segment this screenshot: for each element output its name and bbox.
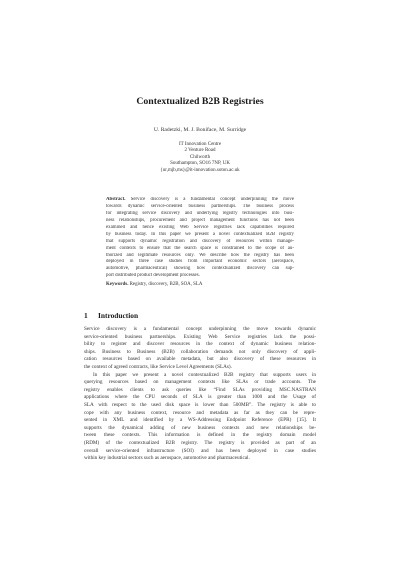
keywords-line [106,282,294,289]
author-list: U. Radetzki, M. J. Boniface, M. Surridge [153,127,247,133]
affiliation-line: Southampton, SO16 7NP, UK [170,161,230,167]
section-title: Introduction [98,311,139,320]
affiliation-line: 2 Venture Road [184,148,216,154]
body-text [84,326,316,463]
affiliation-line: Chilworth [189,154,211,160]
body-line: applications where the CPU seconds of SLA is greater than 1000 and the Usage of [84,394,316,401]
abstract-line: by business today. In this paper we present a novel contextualized B2B registry [106,231,294,237]
body-line: overall service-oriented infrastructure (SOI) and has been deployed in case studies [84,447,316,454]
keywords-text: Registry, discovery, B2B, SOA, SLA [129,282,203,288]
author-email: {ur,mjb,ms}@it-innovation.soton.ac.uk [160,167,240,173]
abstract-line: thorized and legitimate resources only. We describe how the registry has been [106,252,294,258]
body-line: cation resources based on available metadata, but also discovery of these resources in [84,356,316,363]
body-line: (RDM) of the contextualized B2B registry. The registry is provided as part of an [84,439,316,446]
body-line: tween these contexts. This information is defined in the registry domain model [84,432,316,439]
body-line: the context of agreed contracts, like Service Level Agreements (SLAs). [84,363,232,370]
abstract-line: examined and hence existing Web Service registries lack capabilities required [106,224,294,230]
body-line: Service discovery is a fundamental concept underpinning the move towards dynamic [84,326,316,332]
abstract-line: ness relationships, procurement and project management functions has not been [106,217,294,223]
abstract-line: Abstract. Service discovery is a fundamental concept underpinning the move [106,197,294,202]
body-line: querying resources based on management contexts like SLAs or trade accounts. The [84,379,316,386]
body-line: ships. Business to Business (B2B) collaboration demands not only discovery of appli- [84,348,316,355]
body-line: cope with any business context, resource and metadata as far as they can be repre- [84,409,316,416]
abstract-line: port distributed product development processes. [106,273,200,279]
abstract-line: for integrating service discovery and underlying registry technologies into busi- [106,210,294,216]
body-line: within key industrial sectors such as aerospace, automotive and pharmaceutical. [84,455,250,462]
body-line: sented in XML and identified by a WS-Addressing Endpoint Reference (EPR) [15]. It [84,417,316,424]
body-line: bility to register and discover resources in the context of dynamic business relation- [84,341,316,348]
affiliation-block [0,142,400,174]
section-heading [84,311,316,320]
abstract-line: deployed in three case studies from important economic sectors (aerospace, [106,259,294,265]
abstract-block [106,197,294,289]
keywords-label: Keywords. [106,282,129,288]
abstract-line: that supports dynamic registration and discovery of resources within manage- [106,238,294,244]
affiliation-line: IT Innovation Centre [178,142,222,147]
body-line: registry enables clients to ask queries like “Find SLAs providing MSC.NASTRAN [84,386,316,393]
paper-title: Contextualized B2B Registries [136,96,264,107]
abstract-line: ment contexts to ensure that the search space is constrained to the scope of au- [106,245,294,251]
body-line: SLA with respect to the used disk space is lower than 500MB”. The registry is able to [84,401,316,408]
abstract-label: Abstract. [106,197,126,202]
body-line: In this paper we present a novel contextualized B2B registry that supports users in [93,371,316,378]
section-number: 1 [84,311,88,320]
body-line: service-oriented business partnerships. Existing Web Service registries lack the possi- [84,333,316,340]
body-line: supports the dynamical adding of new business contexts and new relationships be- [84,424,316,431]
abstract-line: towards dynamic service-oriented business partnerships. The business process [106,203,294,209]
abstract-line: automotive, pharmaceutical) showing how contextualized discovery can sup- [106,266,294,272]
